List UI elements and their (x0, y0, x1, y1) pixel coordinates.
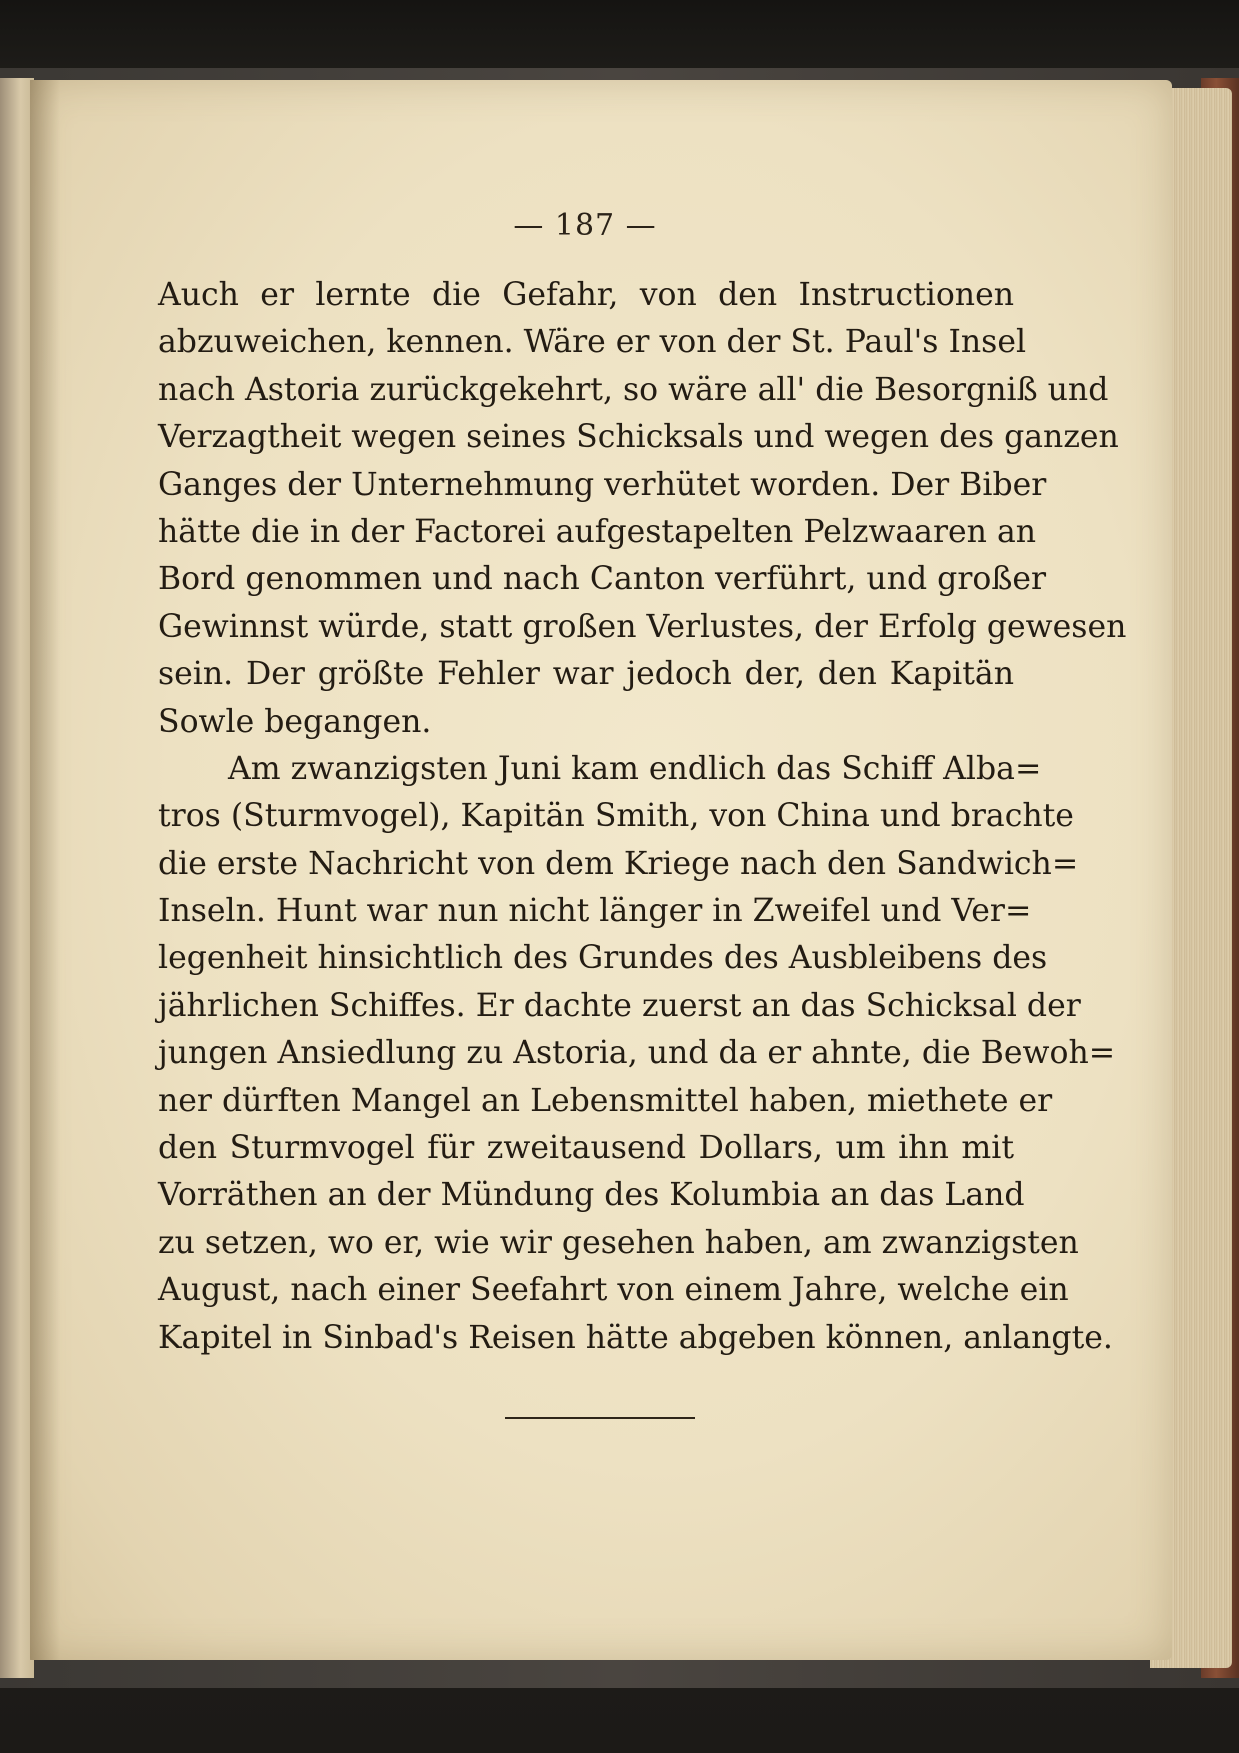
text-line: Verzagtheit wegen seines Schicksals und wegen des ganzen (158, 419, 1119, 456)
paragraph-1 (158, 272, 1127, 746)
text-line: hätte die in der Factorei aufgestapelten Pelzwaaren an (158, 513, 1037, 550)
text-line: tros (Sturmvogel), Kapitän Smith, von China und brachte (158, 798, 1074, 835)
text-line: jungen Ansiedlung zu Astoria, und da er ahnte, die Bewoh= (158, 1035, 1116, 1072)
closing-rule (505, 1417, 695, 1419)
page-number: — 187 — (513, 208, 657, 243)
text-line: Auch er lernte die Gefahr, von den Instructionen (158, 277, 1014, 313)
text-line: Am zwanzigsten Juni kam endlich das Schiff Alba= (228, 750, 1042, 787)
facing-page-edge (0, 78, 34, 1678)
text-line: abzuweichen, kennen. Wäre er von der St. Paul's Insel (158, 324, 1027, 361)
text-line: zu setzen, wo er, wie wir gesehen haben, am zwanzigsten (158, 1224, 1079, 1261)
text-line: ner dürften Mangel an Lebensmittel haben, miethete er (158, 1082, 1053, 1119)
text-line: sein. Der größte Fehler war jedoch der, den Kapitän (158, 656, 1014, 693)
text-line: jährlichen Schiffes. Er dachte zuerst an das Schicksal der (158, 987, 1081, 1024)
text-line: die erste Nachricht von dem Kriege nach den Sandwich= (158, 845, 1079, 882)
text-line: Ganges der Unternehmung verhütet worden. Der Biber (158, 466, 1047, 503)
paragraph-2 (158, 746, 1116, 1362)
gutter-shadow (30, 80, 60, 1660)
text-line: August, nach einer Seefahrt von einem Jahre, welche ein (158, 1272, 1069, 1309)
text-line: Bord genommen und nach Canton verführt, und großer (158, 561, 1047, 598)
text-line: nach Astoria zurückgekehrt, so wäre all' die Besorgniß und (158, 371, 1109, 408)
text-line: legenheit hinsichtlich des Grundes des Ausbleibens des (158, 940, 1048, 977)
text-line: Kapitel in Sinbad's Reisen hätte abgeben können, anlangte. (158, 1319, 1113, 1356)
body-text (158, 272, 1127, 1362)
text-line: Gewinnst würde, statt großen Verlustes, der Erfolg gewesen (158, 608, 1127, 645)
text-line: Vorräthen an der Mündung des Kolumbia an das Land (158, 1177, 1025, 1214)
text-line: Inseln. Hunt war nun nicht länger in Zweifel und Ver= (158, 893, 1032, 930)
text-line: Sowle begangen. (158, 703, 432, 740)
text-line: den Sturmvogel für zweitausend Dollars, um ihn mit (158, 1130, 1014, 1167)
